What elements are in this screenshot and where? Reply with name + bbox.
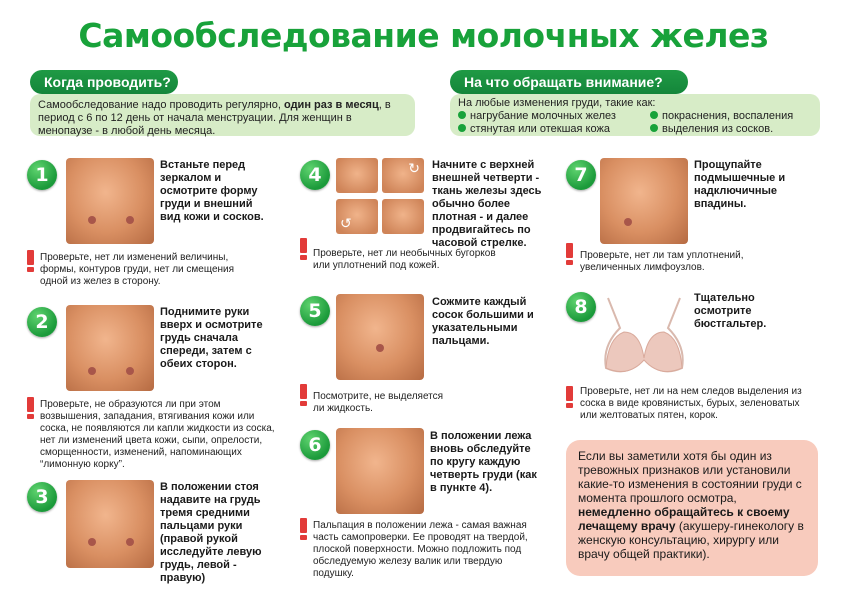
step-1-instruction: Встаньте перед зеркалом и осмотрите форму груди и внешний вид кожи и сосков.	[160, 159, 264, 223]
quadrant-photo	[382, 158, 424, 193]
step-4-number: 4	[300, 160, 330, 190]
quadrant-photo	[336, 158, 378, 193]
doctor-alert-box: Если вы заметили хотя бы один из тревожных признаков или установили какие-то изменения в состоянии груди с момента прошлого осмотра, немедленно обращайтесь к своему лечащему врачу (акушеру-гинекологу в женскую консультацию, хирургу или врачу общей практики).	[566, 440, 818, 576]
step-7-number: 7	[566, 160, 596, 190]
step-7-instruction: Прощупайте подмышечные и надключичные впадины.	[694, 159, 786, 210]
warning-icon	[27, 250, 34, 272]
step-1-number: 1	[27, 160, 57, 190]
quadrant-photo	[382, 199, 424, 234]
warning-icon	[566, 386, 573, 408]
bullet-icon	[650, 124, 658, 132]
bullet-icon	[458, 111, 466, 119]
warning-icon	[566, 243, 573, 265]
step-3-number: 3	[27, 482, 57, 512]
step-7-photo	[600, 158, 688, 244]
step-5-warning: Посмотрите, не выделяется ли жидкость.	[313, 391, 444, 414]
step-2-warning: Проверьте, не образуются ли при этом возвышения, западания, втягивания кожи или соска, не появляются ли капли жидкости из соска, нет ли изменений цвета кожи, сыпи, опрелости, сморщенности, изменений, напоминающих “лимонную корку”.	[40, 399, 275, 470]
warning-icon	[27, 397, 34, 419]
step-6-warning: Пальпация в положении лежа - самая важная часть самопроверки. Ее проводят на твердой, плоской поверхности. Можно подложить под обследуемую железу валик или твердую подушку.	[313, 520, 528, 579]
step-8-instruction: Тщательно осмотрите бюстгальтер.	[694, 292, 767, 330]
nipple-mark	[376, 344, 384, 352]
step-5-number: 5	[300, 296, 330, 326]
step-8-number: 8	[566, 292, 596, 322]
step-3-instruction: В положении стоя надавите на грудь тремя средними пальцами руки (правой рукой исследуйте левую грудь, левой - правую)	[160, 481, 262, 584]
bullet-icon	[458, 124, 466, 132]
when-heading: Когда проводить?	[30, 70, 178, 94]
quadrant-photo	[336, 199, 378, 234]
step-6-instruction: В положении лежа вновь обследуйте по кругу каждую четверть груди (как в пункте 4).	[430, 430, 537, 494]
nipple-mark	[88, 216, 96, 224]
nipple-mark	[126, 216, 134, 224]
nipple-mark	[88, 538, 96, 546]
nipple-mark	[126, 538, 134, 546]
arrow-icon: ↺	[340, 215, 352, 231]
bullet-icon	[650, 111, 658, 119]
arrow-icon: ↻	[408, 160, 420, 176]
step-4-warning: Проверьте, нет ли необычных бугорков или уплотнений под кожей.	[313, 248, 496, 271]
step-5-instruction: Сожмите каждый сосок большими и указательными пальцами.	[432, 296, 534, 347]
page-title: Самообследование молочных желез	[78, 16, 769, 55]
step-6-number: 6	[300, 430, 330, 460]
when-box: Самообследование надо проводить регулярно, один раз в месяц, в период с 6 по 12 день от начала менструации. Для женщин в менопаузе - в любой день месяца.	[30, 94, 415, 136]
step-1-warning: Проверьте, нет ли изменений величины, формы, контуров груди, нет ли смещения одной из желез в сторону.	[40, 252, 235, 287]
nipple-mark	[126, 367, 134, 375]
step-3-photo	[66, 480, 154, 568]
warning-icon	[300, 518, 307, 540]
step-8-warning: Проверьте, нет ли на нем следов выделения из соска в виде кровянистых, бурых, зеленоватых или желтоватых пятен, корок.	[580, 386, 802, 421]
step-4-instruction: Начните с верхней внешней четверти - ткань железы здесь обычно более плотная - и далее продвигайтесь по часовой стрелке.	[432, 159, 542, 249]
step-7-warning: Проверьте, нет ли там уплотнений, увеличенных лимфоузлов.	[580, 250, 744, 273]
bra-illustration	[598, 288, 690, 376]
step-1-photo	[66, 158, 154, 244]
attention-box: На любые изменения груди, такие как: нагрубание молочных желез покраснения, воспаления стянутая или отекшая кожа выделения из сосков.	[450, 94, 820, 136]
warning-icon	[300, 384, 307, 406]
step-2-photo	[66, 305, 154, 391]
step-6-photo	[336, 428, 424, 514]
warning-icon	[300, 238, 307, 260]
step-4-photo-grid	[336, 158, 424, 244]
step-2-instruction: Поднимите руки вверх и осмотрите грудь сначала спереди, затем с обеих сторон.	[160, 306, 263, 370]
step-2-number: 2	[27, 307, 57, 337]
step-5-photo	[336, 294, 424, 380]
nipple-mark	[88, 367, 96, 375]
nipple-mark	[624, 218, 632, 226]
attention-heading: На что обращать внимание?	[450, 70, 688, 94]
